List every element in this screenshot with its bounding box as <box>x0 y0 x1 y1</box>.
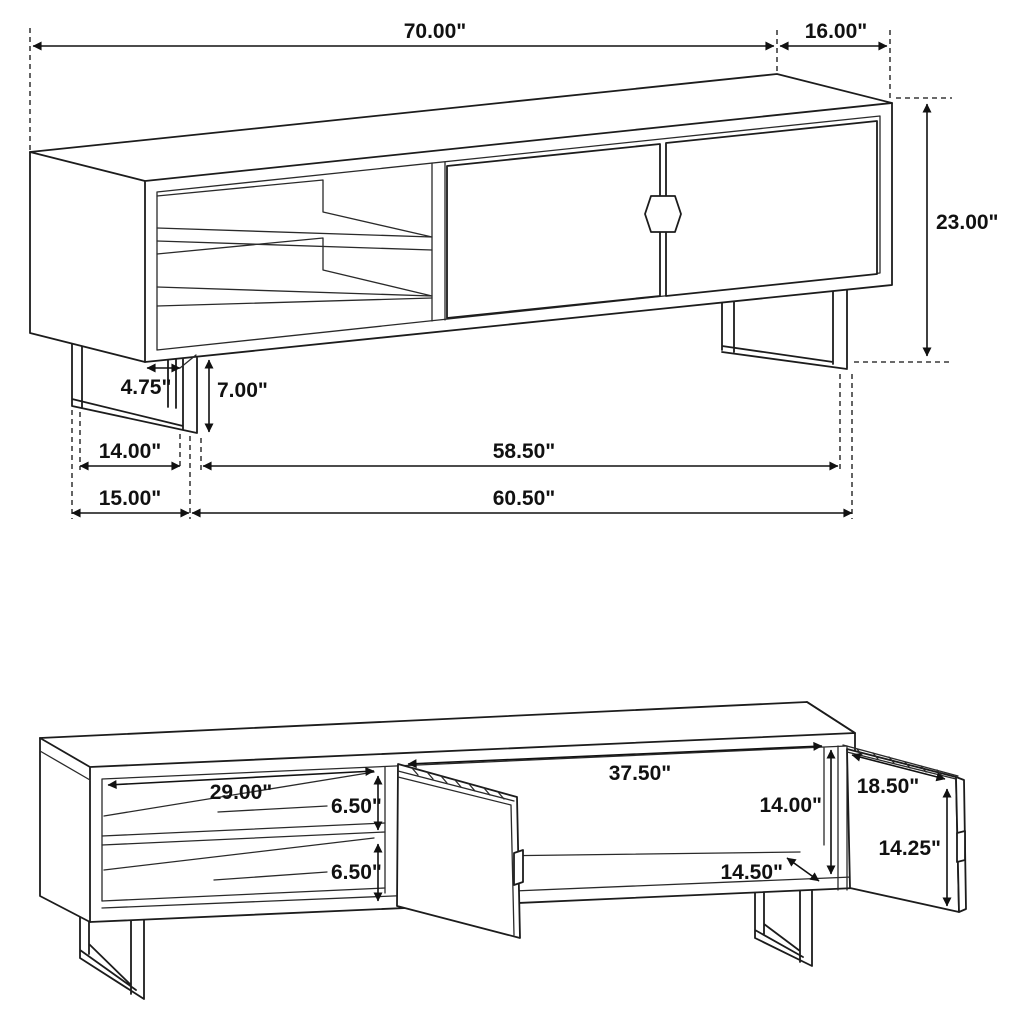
dim-shelf-width: 29.00" <box>209 781 273 804</box>
dim-upper-shelf-height: 6.50" <box>331 795 382 818</box>
dim-depth: 16.00" <box>804 20 868 43</box>
left-door-closed <box>447 144 660 318</box>
dim-leg-height: 7.00" <box>217 379 268 402</box>
dim-inner-span: 58.50" <box>492 440 556 463</box>
dim-outer-span: 60.50" <box>492 487 556 510</box>
dim-cabinet-depth: 14.50" <box>720 861 783 884</box>
right-door-closed <box>666 121 877 296</box>
dim-total-width: 70.00" <box>403 20 467 43</box>
dim-leg-width: 14.00" <box>98 440 162 463</box>
closed-view-cabinet <box>30 74 892 362</box>
dim-door-width: 18.50" <box>856 775 920 798</box>
dim-cabinet-opening-height: 14.00" <box>759 794 822 817</box>
dim-total-height: 23.00" <box>936 211 999 234</box>
open-view-drawing <box>40 702 966 999</box>
dim-lower-shelf-height: 6.50" <box>331 861 382 884</box>
door-handle-icon <box>645 196 681 232</box>
closed-view-drawing <box>30 20 999 519</box>
dim-leg-outer-width: 15.00" <box>98 487 162 510</box>
dim-cabinet-opening-width: 37.50" <box>608 762 672 785</box>
right-door-handle-icon <box>957 831 965 862</box>
left-door-handle-icon <box>514 850 523 885</box>
dim-door-height: 14.25" <box>878 837 941 860</box>
dim-leg-inset: 4.75" <box>120 376 172 399</box>
